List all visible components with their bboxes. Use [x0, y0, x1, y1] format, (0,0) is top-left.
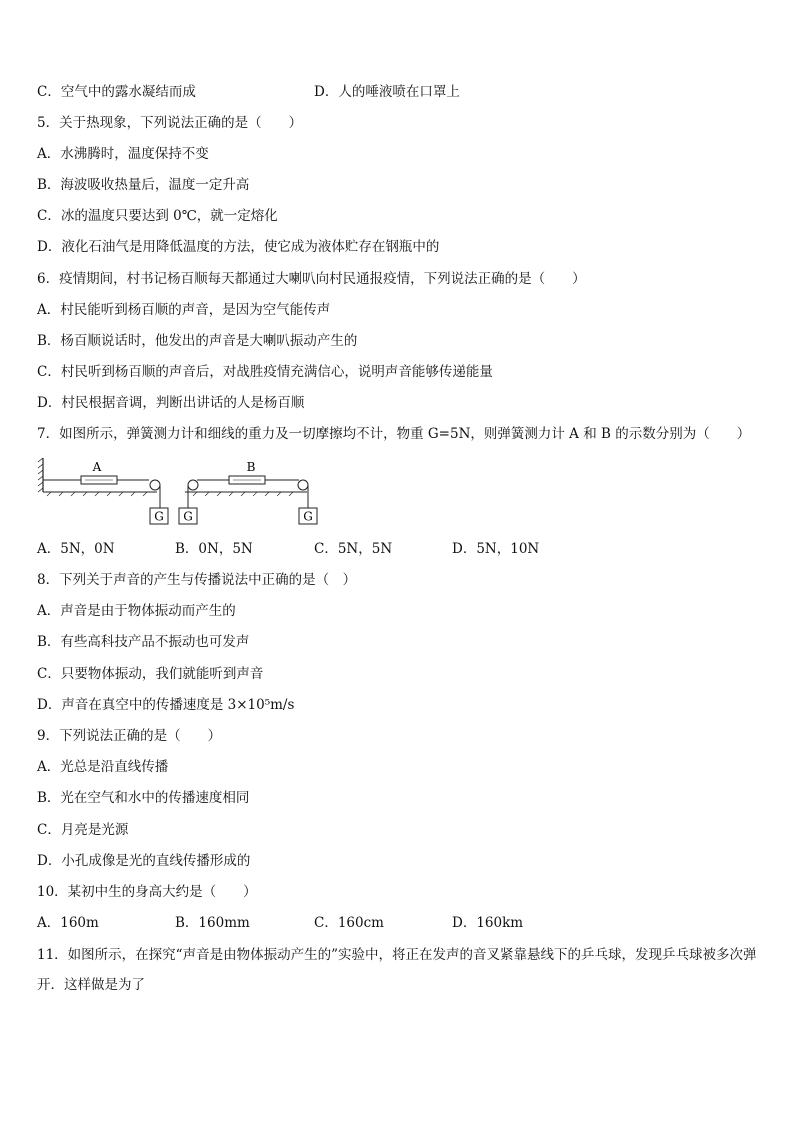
q7-spring-scale-figure: [37, 456, 337, 528]
left-table: [43, 492, 157, 496]
q8-stem: 8．下列关于声音的产生与传播说法中正确的是（ ）: [37, 572, 357, 588]
q7-option-b: B．0N，5N: [175, 541, 253, 557]
q10-option-c: C．160cm: [314, 915, 384, 931]
q9-option-b: B．光在空气和水中的传播速度相同: [37, 790, 250, 806]
q9-option-c: C．月亮是光源: [37, 822, 129, 838]
right-right-pulley: [298, 480, 308, 490]
q10-stem: 10．某初中生的身高大约是（ ）: [37, 884, 257, 900]
q11-stem: 11．如图所示，在探究“声音是由物体振动产生的”实验中，将正在发声的音叉紧靠悬线下的乒乓球，发现乒乓球被多次弹开．这样做是为了: [37, 947, 757, 993]
q5-option-d: D．液化石油气是用降低温度的方法，使它成为液体贮存在钢瓶中的: [37, 239, 440, 255]
q7-option-c: C．5N，5N: [314, 541, 393, 557]
scale-a-label: A: [92, 460, 102, 474]
q6-option-d: D．村民根据音调，判断出讲话的人是杨百顺: [37, 395, 305, 411]
scale-b-label: B: [246, 460, 256, 474]
q4-option-c: C．空气中的露水凝结而成: [37, 84, 196, 100]
q9-option-d: D．小孔成像是光的直线传播形成的: [37, 853, 251, 869]
q7-option-d: D．5N，10N: [452, 541, 540, 557]
q8-option-a: A．声音是由于物体振动而产生的: [37, 603, 236, 619]
q7-stem: 7．如图所示，弹簧测力计和细线的重力及一切摩擦均不计，物重 G=5N，则弹簧测力计 A 和 B 的示数分别为（ ）: [37, 426, 751, 442]
q6-option-c: C．村民听到杨百顺的声音后，对战胜疫情充满信心，说明声音能够传递能量: [37, 364, 493, 380]
q5-option-b: B．海波吸收热量后，温度一定升高: [37, 177, 250, 193]
q5-option-c: C．冰的温度只要达到 0℃，就一定熔化: [37, 208, 278, 224]
q8-option-b: B．有些高科技产品不振动也可发声: [37, 634, 250, 650]
q8-option-c: C．只要物体振动，我们就能听到声音: [37, 666, 264, 682]
spring-scale-a: [43, 460, 149, 484]
left-pulley: [150, 480, 160, 490]
q4-option-d: D．人的唾液喷在口罩上: [314, 84, 460, 100]
q10-option-a: A．160m: [37, 915, 99, 931]
q5-stem: 5．关于热现象，下列说法正确的是（ ）: [37, 115, 303, 131]
weight-left-label: G: [154, 509, 164, 524]
q10-option-d: D．160km: [452, 915, 524, 931]
spring-scale-b: [197, 460, 299, 484]
q5-option-a: A．水沸腾时，温度保持不变: [37, 146, 209, 162]
right-left-pulley: [188, 480, 198, 490]
q10-option-b: B．160mm: [175, 915, 250, 931]
weight-middle-label: G: [183, 509, 193, 524]
right-table: [185, 492, 307, 496]
q8-option-d: D．声音在真空中的传播速度是 3×10⁵m/s: [37, 697, 295, 713]
q6-option-b: B．杨百顺说话时，他发出的声音是大喇叭振动产生的: [37, 333, 358, 349]
left-wall: [38, 458, 43, 492]
q7-option-a: A．5N，0N: [37, 541, 115, 557]
q6-option-a: A．村民能听到杨百顺的声音，是因为空气能传声: [37, 302, 331, 318]
q9-stem: 9．下列说法正确的是（ ）: [37, 728, 222, 744]
weight-right-label: G: [303, 509, 313, 524]
q9-option-a: A．光总是沿直线传播: [37, 759, 169, 775]
q6-stem: 6．疫情期间，村书记杨百顺每天都通过大喇叭向村民通报疫情，下列说法正确的是（ ）: [37, 271, 586, 287]
